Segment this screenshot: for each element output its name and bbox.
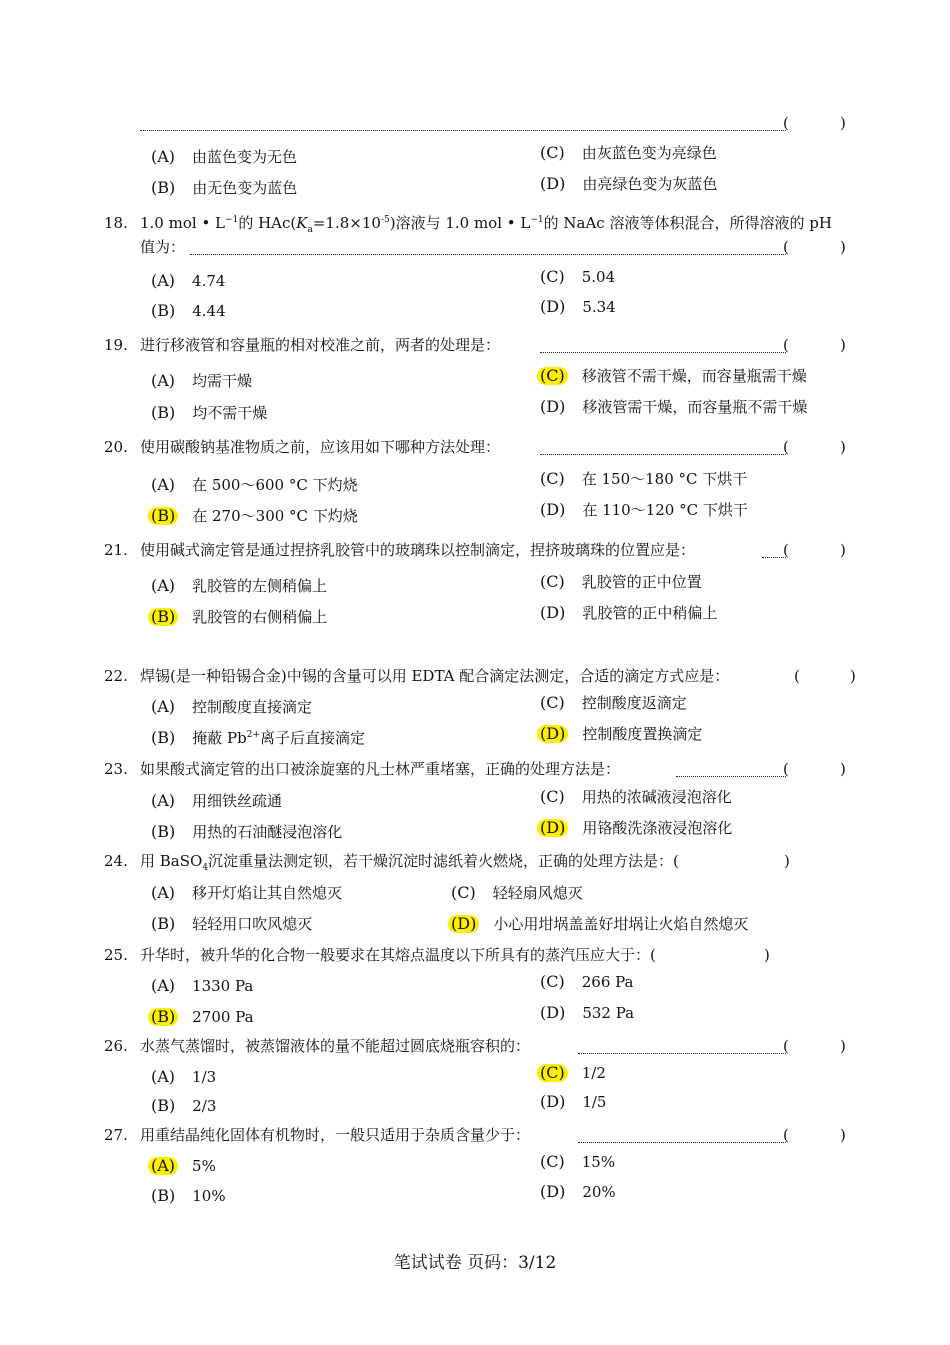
question-text: 1.0 mol • $L^{-1}$的 $HAc(K_a=1.8\times 10^{-5})$溶液与 1.0 mol • $L^{-1}$的 NaAc 溶液等体积混合，所得溶液的 pH bbox=[140, 214, 832, 235]
question-text: 用重结晶纯化固体有机物时，一般只适用于杂质含量少于： bbox=[140, 1126, 531, 1144]
question-number: 26. bbox=[104, 1037, 128, 1055]
option-b: (B) 轻轻用口吹风熄灭 bbox=[151, 914, 313, 933]
answer-paren-close: ) bbox=[840, 438, 846, 456]
option-d-highlighted: (D) 用铬酸洗涤液浸泡溶化 bbox=[537, 819, 732, 837]
option-a: (A) 4.74 bbox=[151, 271, 226, 290]
option-d: (D) 在 110～120 °C 下烘干 bbox=[540, 500, 748, 519]
option-b-highlighted: (B) 2700 Pa bbox=[148, 1008, 254, 1026]
question-number: 27. bbox=[104, 1126, 128, 1144]
question-number: 22. bbox=[104, 667, 128, 685]
answer-blank-line bbox=[140, 130, 786, 131]
option-b: (B) 用热的石油醚浸泡溶化 bbox=[151, 822, 343, 841]
option-c: (C) 轻轻扇风熄灭 bbox=[451, 883, 583, 902]
answer-paren-close: ) bbox=[840, 238, 846, 256]
option-d: (D) 由亮绿色变为灰蓝色 bbox=[540, 174, 718, 193]
option-c: (C) 在 150～180 °C 下烘干 bbox=[540, 469, 748, 488]
answer-blank-line bbox=[190, 254, 786, 255]
answer-paren-close: ) bbox=[840, 114, 846, 132]
answer-blank-line bbox=[540, 352, 786, 353]
option-a: (A) 在 500～600 °C 下灼烧 bbox=[151, 475, 358, 494]
question-number: 25. bbox=[104, 946, 128, 964]
answer-paren-open: ( bbox=[783, 238, 789, 256]
option-d: (D) 5.34 bbox=[540, 297, 616, 316]
option-b: (B) 2/3 bbox=[151, 1096, 217, 1115]
option-c: (C) 15% bbox=[540, 1152, 616, 1171]
answer-paren-open: ( bbox=[783, 114, 789, 132]
option-d: (D) 532 Pa bbox=[540, 1003, 635, 1022]
answer-blank-line bbox=[578, 1053, 786, 1054]
option-a-highlighted: (A) 5% bbox=[148, 1157, 216, 1175]
option-b: (B) 掩蔽 $Pb^{2+}$离子后直接滴定 bbox=[151, 728, 366, 747]
option-a: (A) 用细铁丝疏通 bbox=[151, 791, 283, 810]
option-c: (C) 控制酸度返滴定 bbox=[540, 693, 687, 712]
answer-blank-line bbox=[578, 1142, 786, 1143]
question-number: 24. bbox=[104, 852, 128, 870]
option-c-highlighted: (C) 1/2 bbox=[537, 1064, 606, 1082]
answer-paren-close: ) bbox=[784, 852, 790, 870]
option-a: (A) 控制酸度直接滴定 bbox=[151, 697, 313, 716]
option-d: (D) 乳胶管的正中稍偏上 bbox=[540, 603, 718, 622]
question-text: 水蒸气蒸馏时，被蒸馏液体的量不能超过圆底烧瓶容积的： bbox=[140, 1037, 531, 1055]
answer-paren-close: ) bbox=[840, 336, 846, 354]
option-c: (C) 266 Pa bbox=[540, 972, 634, 991]
answer-paren-open: ( bbox=[783, 336, 789, 354]
question-number: 21. bbox=[104, 541, 128, 559]
answer-paren-open: ( bbox=[794, 667, 800, 685]
answer-paren-close: ) bbox=[840, 760, 846, 778]
question-number: 23. bbox=[104, 760, 128, 778]
answer-paren-close: ) bbox=[840, 1037, 846, 1055]
question-number: 19. bbox=[104, 336, 128, 354]
option-c: (C) 乳胶管的正中位置 bbox=[540, 572, 702, 591]
question-text: 使用碳酸钠基准物质之前，应该用如下哪种方法处理： bbox=[140, 438, 501, 456]
option-b-highlighted: (B) 乳胶管的右侧稍偏上 bbox=[148, 608, 327, 626]
option-c: (C) 由灰蓝色变为亮绿色 bbox=[540, 143, 717, 162]
question-text: 使用碱式滴定管是通过捏挤乳胶管中的玻璃珠以控制滴定，捏挤玻璃珠的位置应是： bbox=[140, 541, 696, 559]
option-b-highlighted: (B) 在 270～300 °C 下灼烧 bbox=[148, 507, 358, 525]
question-text: 如果酸式滴定管的出口被涂旋塞的凡士林严重堵塞，正确的处理方法是： bbox=[140, 760, 621, 778]
option-a: (A) 乳胶管的左侧稍偏上 bbox=[151, 576, 328, 595]
question-text-line2: 值为： bbox=[140, 238, 186, 256]
option-d: (D) 移液管需干燥，而容量瓶不需干燥 bbox=[540, 397, 808, 416]
answer-blank-line bbox=[540, 454, 786, 455]
answer-paren-open: ( bbox=[783, 541, 789, 559]
page-footer: 笔试试卷 页码：3/12 bbox=[393, 1253, 557, 1273]
option-c: (C) 5.04 bbox=[540, 267, 616, 286]
option-d: (D) 1/5 bbox=[540, 1092, 607, 1111]
question-number: 18. bbox=[104, 214, 128, 232]
answer-paren-close: ) bbox=[840, 1126, 846, 1144]
option-a: (A) 由蓝色变为无色 bbox=[151, 147, 298, 166]
option-c-highlighted: (C) 移液管不需干燥，而容量瓶需干燥 bbox=[537, 367, 807, 385]
option-a: (A) 移开灯焰让其自然熄灭 bbox=[151, 883, 343, 902]
answer-blank-line bbox=[676, 776, 786, 777]
option-c: (C) 用热的浓碱液浸泡溶化 bbox=[540, 787, 732, 806]
option-a: (A) 1/3 bbox=[151, 1067, 217, 1086]
question-text: 用 BaSO$_4$沉淀重量法测定钡，若干燥沉淀时滤纸着火燃烧，正确的处理方法是：( bbox=[140, 852, 679, 873]
question-text: 升华时，被升华的化合物一般要求在其熔点温度以下所具有的蒸汽压应大于：( bbox=[140, 946, 656, 964]
question-text: 焊锡(是一种铅锡合金)中锡的含量可以用 EDTA 配合滴定法测定，合适的滴定方式应是： bbox=[140, 667, 730, 685]
answer-paren-close: ) bbox=[764, 946, 770, 964]
answer-paren-open: ( bbox=[783, 1126, 789, 1144]
answer-paren-close: ) bbox=[840, 541, 846, 559]
answer-paren-close: ) bbox=[850, 667, 856, 685]
answer-paren-open: ( bbox=[783, 760, 789, 778]
option-a: (A) 1330 Pa bbox=[151, 976, 254, 995]
option-b: (B) 由无色变为蓝色 bbox=[151, 178, 298, 197]
option-b: (B) 均不需干燥 bbox=[151, 403, 268, 422]
answer-paren-open: ( bbox=[783, 438, 789, 456]
option-d-highlighted: (D) 控制酸度置换滴定 bbox=[537, 725, 702, 743]
answer-paren-open: ( bbox=[783, 1037, 789, 1055]
option-d: (D) 20% bbox=[540, 1182, 616, 1201]
option-b: (B) 4.44 bbox=[151, 301, 226, 320]
question-text: 进行移液管和容量瓶的相对校准之前，两者的处理是： bbox=[140, 336, 501, 354]
option-b: (B) 10% bbox=[151, 1186, 226, 1205]
option-a: (A) 均需干燥 bbox=[151, 371, 253, 390]
question-number: 20. bbox=[104, 438, 128, 456]
option-d-highlighted: (D) 小心用坩埚盖盖好坩埚让火焰自然熄灭 bbox=[448, 915, 748, 933]
